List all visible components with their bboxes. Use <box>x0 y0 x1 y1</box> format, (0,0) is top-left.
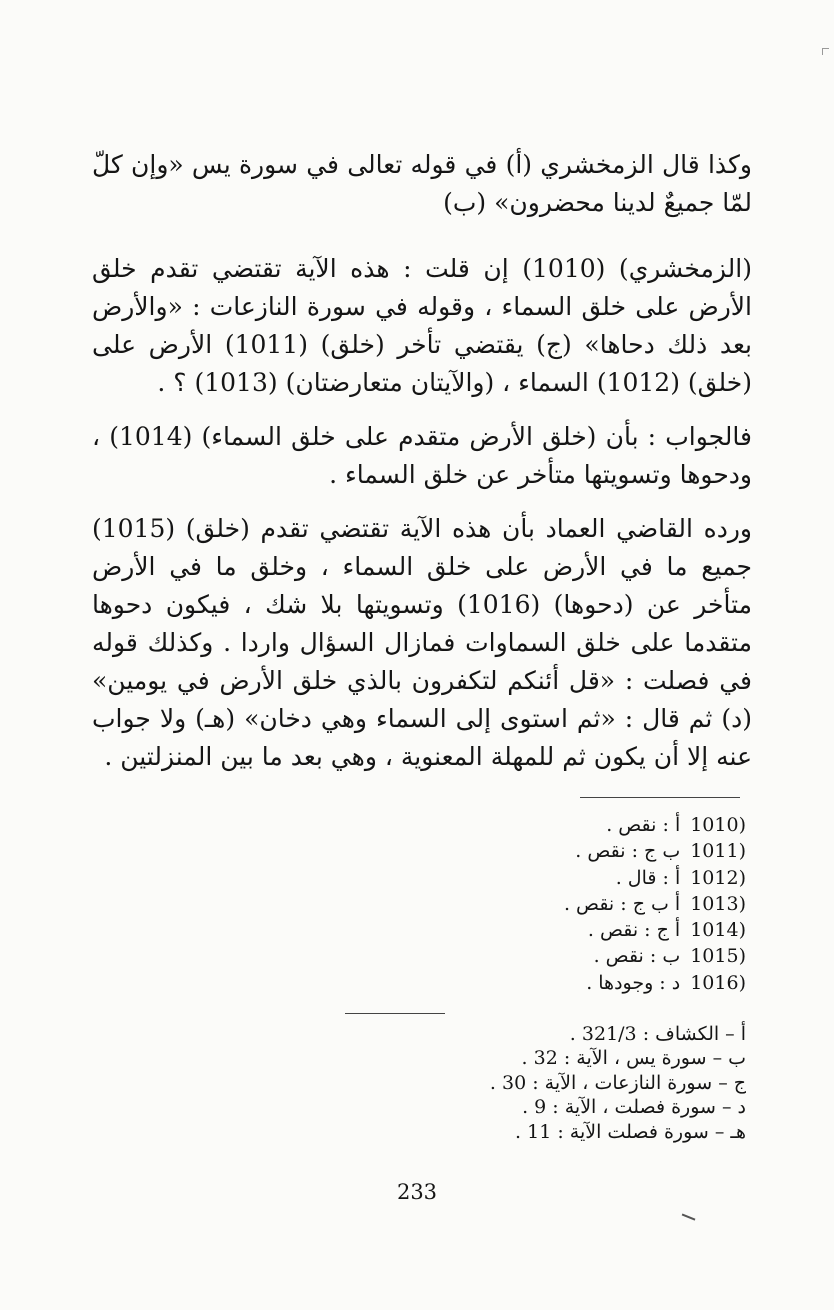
corner-mark <box>822 48 829 55</box>
footnote-number: (1015 <box>690 945 746 968</box>
variant-footnotes <box>246 812 746 996</box>
footnote-item <box>246 838 746 864</box>
footnote-text: ب : نقص . <box>593 945 681 968</box>
page-number: 233 <box>396 1180 438 1204</box>
source-divider <box>345 1013 445 1014</box>
footnote-item <box>246 891 746 917</box>
source-item: أ – الكشاف : 321/3 . <box>569 1023 746 1045</box>
source-item: ج – سورة النازعات ، الآية : 30 . <box>489 1071 746 1094</box>
stray-mark <box>681 1214 696 1224</box>
footnote-item <box>246 917 746 943</box>
footnote-number: (1012 <box>690 866 746 889</box>
paragraph-rebuttal: ورده القاضي العماد بأن هذه الآية تقتضي تقدم (خلق) (1015) جميع ما في الأرض على خلق السماء ، وخلق ما في الأرض متأخر عن (دحوها) (1016) وتسويتها بلا شك ، فيكون دحوها متقدما على خلق السماوات فمازال السؤال واردا . وكذلك قوله في فصلت : «قل أئنكم لتكفرون بالذي خلق الأرض في يومين» (د) ثم قال : «ثم استوى إلى السماء وهي دخان» (هـ) ولا جواب عنه إلا أن يكون ثم للمهلة المعنوية ، وهي بعد ما بين المنزلتين . <box>92 514 753 771</box>
footnote-text: د : وجودها . <box>586 971 681 994</box>
source-item: د – سورة فصلت ، الآية : 9 . <box>522 1096 746 1119</box>
source-item: هـ – سورة فصلت الآية : 11 . <box>515 1120 746 1143</box>
footnote-item <box>246 812 746 838</box>
source-item: ب – سورة يس ، الآية : 32 . <box>521 1047 746 1070</box>
footnote-text: أ ج : نقص . <box>587 919 681 942</box>
footnote-number: (1010 <box>690 814 746 836</box>
footnote-number: (1016 <box>690 971 746 994</box>
footnote-item <box>246 865 746 891</box>
footnote-number: (1013 <box>690 892 746 915</box>
paragraph-answer: فالجواب : بأن (خلق الأرض متقدم على خلق السماء) (1014) ، ودحوها وتسويتها متأخر عن خلق السماء . <box>92 422 752 489</box>
footnote-item <box>246 943 746 969</box>
paragraph-zamakhshari-yasin: وكذا قال الزمخشري (أ) في قوله تعالى في سورة يس «وإن كلّ لمّا جميعٌ لدينا محضرون» (ب) <box>92 150 752 217</box>
paragraph-question: (الزمخشري) (1010) إن قلت : هذه الآية تقتضي تقدم خلق الأرض على خلق السماء ، وقوله في سورة النازعات : «والأرض بعد ذلك دحاها» (ج) يقتضي تأخر (خلق) (1011) الأرض على (خلق) (1012) السماء ، (والآيتان متعارضتان) (1013) ؟ . <box>92 254 752 397</box>
footnote-item <box>246 970 746 996</box>
footnote-text: أ : نقص . <box>606 814 681 836</box>
footnote-text: أ : قال . <box>615 866 681 889</box>
footnote-text: أ ب ج : نقص . <box>563 892 681 915</box>
source-footnotes <box>246 1022 746 1144</box>
footnote-divider <box>580 797 740 798</box>
footnote-number: (1011 <box>690 840 746 863</box>
footnote-text: ب ج : نقص . <box>575 840 681 863</box>
footnote-number: (1014 <box>690 919 746 942</box>
